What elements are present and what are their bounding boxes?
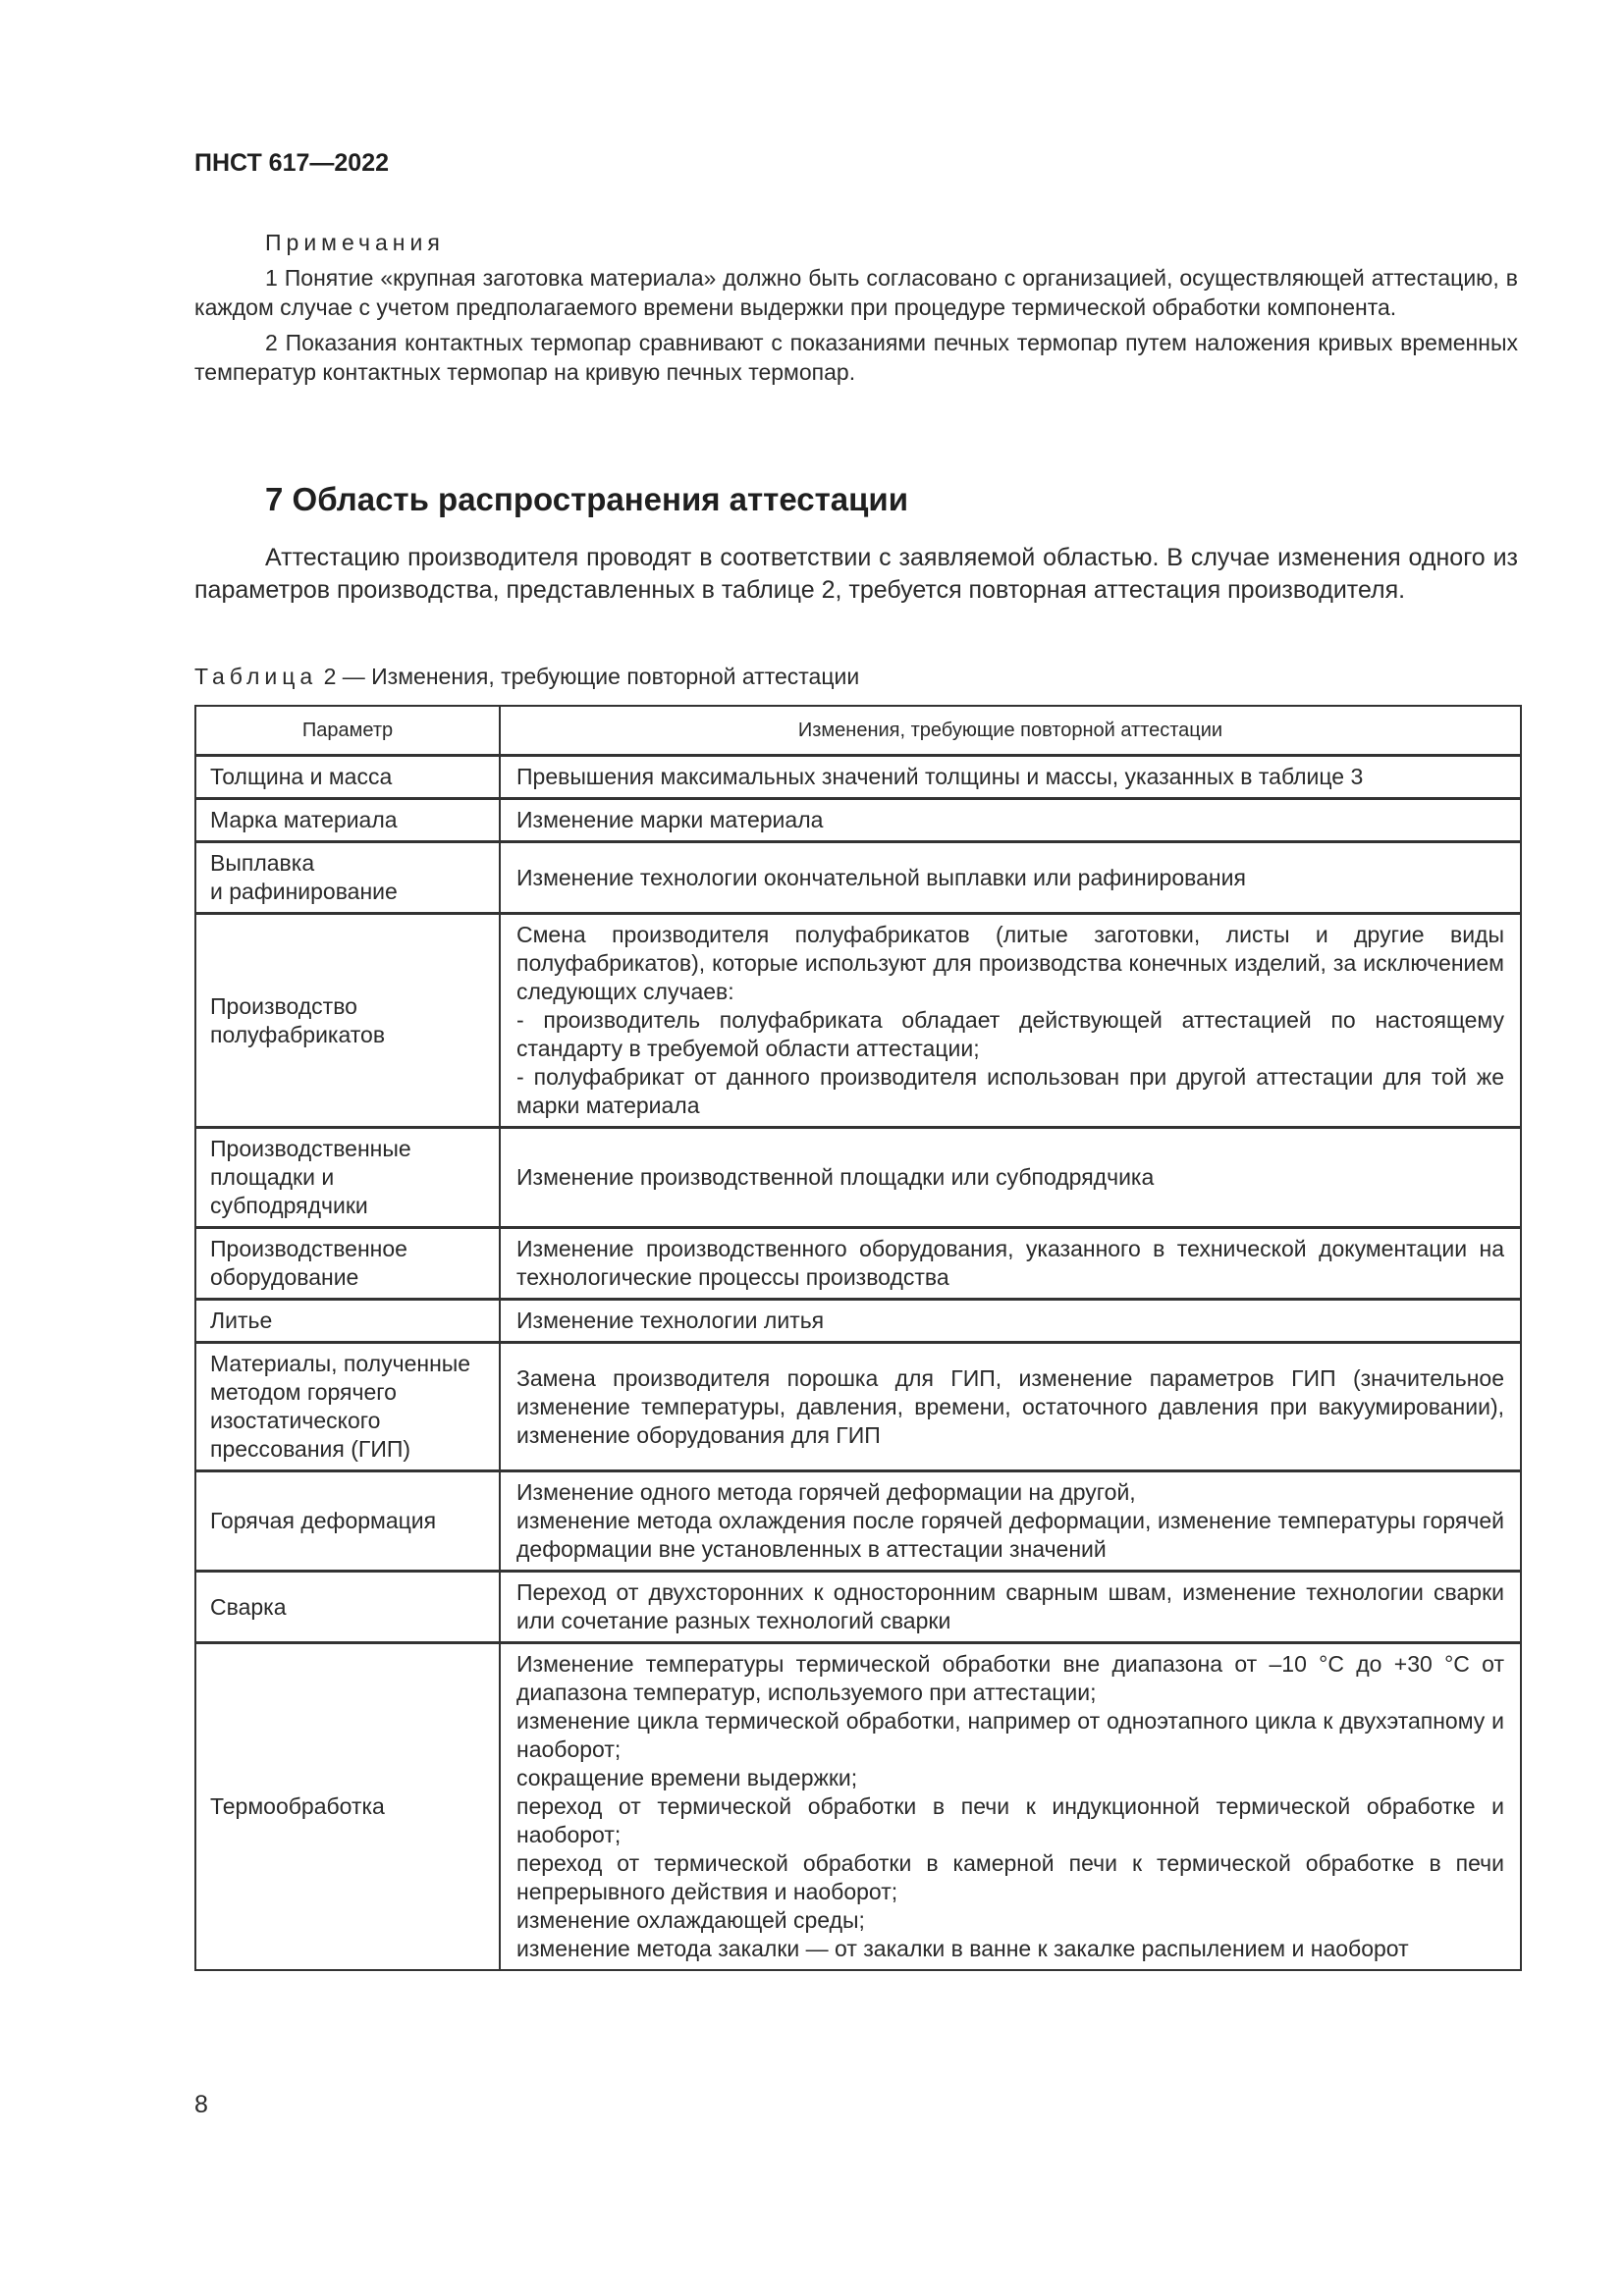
table-row	[195, 1128, 1521, 1228]
parameter-cell	[195, 1300, 500, 1343]
document-code: ПНСТ 617—2022	[194, 149, 389, 177]
table-row	[195, 1343, 1521, 1471]
parameter-cell	[195, 1572, 500, 1643]
parameter-cell	[195, 799, 500, 842]
changes-text: Изменение температуры термической обработки вне диапазона от –10 °С до +30 °С от диапазона температур, используемого при аттестации;	[516, 1651, 1504, 1705]
table-header-row	[195, 706, 1521, 756]
changes-cell	[500, 799, 1521, 842]
changes-cell	[500, 756, 1521, 799]
changes-text: Превышения максимальных значений толщины и массы, указанных в таблице 3	[516, 764, 1364, 789]
table-row	[195, 1643, 1521, 1971]
changes-text: Смена производителя полуфабрикатов (литые заготовки, листы и другие виды полуфабрикатов), которые используют для производства конечных изделий, за исключением следующих случаев:	[516, 922, 1504, 1004]
notes-title: Примечания	[265, 230, 445, 255]
parameter-text: Сварка	[210, 1593, 287, 1620]
parameter-text: Толщина и масса	[210, 764, 393, 789]
parameter-text: Выплавка	[210, 850, 315, 876]
changes-cell	[500, 1572, 1521, 1643]
page-number: 8	[194, 2091, 208, 2118]
changes-text: переход от термической обработки в печи к индукционной термической обработке и наоборот;	[516, 1793, 1504, 1847]
changes-text: - полуфабрикат от данного производителя использован при другой аттестации для той же марки материала	[516, 1064, 1504, 1118]
changes-text: Изменение марки материала	[516, 807, 824, 832]
parameter-cell	[195, 1343, 500, 1471]
table-row	[195, 914, 1521, 1128]
notes-block	[194, 228, 1518, 393]
parameter-cell	[195, 1128, 500, 1228]
parameter-cell	[195, 1643, 500, 1971]
table-row	[195, 1300, 1521, 1343]
changes-text: Замена производителя порошка для ГИП, изменение параметров ГИП (значительное изменение температуры, давления, времени, остаточного давления при вакуумировании), изменение оборудования для ГИП	[516, 1364, 1504, 1448]
parameter-cell	[195, 914, 500, 1128]
section-heading: 7 Область распространения аттестации	[265, 481, 908, 517]
changes-text: Изменение производственной площадки или субподрядчика	[516, 1164, 1155, 1190]
parameter-cell	[195, 842, 500, 914]
changes-cell	[500, 1228, 1521, 1300]
changes-cell	[500, 842, 1521, 914]
parameter-cell	[195, 756, 500, 799]
table-caption-text: 2 — Изменения, требующие повторной аттестации	[323, 664, 860, 689]
parameter-text: Производственное	[210, 1236, 407, 1261]
table-caption-label: Таблица	[194, 664, 318, 689]
changes-text: изменение метода охлаждения после горячей деформации, изменение температуры горячей деформации вне установленных в аттестации значений	[516, 1508, 1504, 1562]
changes-table	[194, 705, 1522, 1971]
table-body	[195, 756, 1521, 1971]
parameter-text: Марка материала	[210, 807, 398, 832]
changes-cell	[500, 1128, 1521, 1228]
parameter-cell	[195, 1471, 500, 1572]
changes-cell	[500, 914, 1521, 1128]
changes-text: изменение цикла термической обработки, например от одноэтапного цикла к двухэтапному и наоборот;	[516, 1708, 1504, 1762]
parameter-text: Производственные	[210, 1136, 411, 1161]
parameter-cell	[195, 1228, 500, 1300]
parameter-text: Литье	[210, 1308, 273, 1333]
parameter-text: полуфабрикатов	[210, 1021, 386, 1047]
changes-text: Переход от двухсторонних к односторонним сварным швам, изменение технологии сварки или сочетание разных технологий сварки	[516, 1579, 1504, 1633]
changes-text: переход от термической обработки в камерной печи к термической обработке в печи непрерывного действия и наоборот;	[516, 1850, 1504, 1904]
changes-text: сокращение времени выдержки;	[516, 1765, 858, 1790]
table-row	[195, 1228, 1521, 1300]
table-row	[195, 799, 1521, 842]
changes-text: Изменение производственного оборудования, указанного в технической документации на технологические процессы производства	[516, 1236, 1504, 1290]
changes-cell	[500, 1300, 1521, 1343]
changes-cell	[500, 1643, 1521, 1971]
parameter-text: Материалы, полученные методом горячего изостатического прессования (ГИП)	[210, 1351, 471, 1462]
changes-text: изменение метода закалки — от закалки в ванне к закалке распылением и наоборот	[516, 1936, 1409, 1961]
note-2: 2 Показания контактных термопар сравнивают с показаниями печных термопар путем наложения кривых временных температур контактных термопар на кривую печных термопар.	[194, 330, 1518, 385]
section-intro: Аттестацию производителя проводят в соответствии с заявляемой областью. В случае изменения одного из параметров производства, представленных в таблице 2, требуется повторная аттестация производителя.	[194, 544, 1518, 604]
header-parameter: Параметр	[195, 706, 500, 756]
changes-text: Изменение технологии литья	[516, 1308, 825, 1333]
parameter-text: оборудование	[210, 1264, 359, 1290]
table-row	[195, 756, 1521, 799]
table-caption	[194, 664, 859, 690]
header-changes: Изменения, требующие повторной аттестации	[500, 706, 1521, 756]
parameter-text: Горячая деформация	[210, 1508, 437, 1533]
table-row	[195, 1572, 1521, 1643]
changes-text: изменение охлаждающей среды;	[516, 1907, 865, 1933]
changes-cell	[500, 1471, 1521, 1572]
parameter-text: площадки и субподрядчики	[210, 1164, 368, 1218]
changes-text: Изменение одного метода горячей деформации на другой,	[516, 1479, 1136, 1505]
parameter-text: Производство	[210, 992, 357, 1019]
changes-text: - производитель полуфабриката обладает действующей аттестацией по настоящему стандарту в требуемой области аттестации;	[516, 1007, 1504, 1061]
note-1: 1 Понятие «крупная заготовка материала» должно быть согласовано с организацией, осуществляющей аттестацию, в каждом случае с учетом предполагаемого времени выдержки при процедуре термической обработки компонента.	[194, 265, 1518, 320]
changes-cell	[500, 1343, 1521, 1471]
changes-text: Изменение технологии окончательной выплавки или рафинирования	[516, 864, 1246, 890]
parameter-text: и рафинирование	[210, 879, 398, 904]
table-row	[195, 842, 1521, 914]
parameter-text: Термообработка	[210, 1793, 385, 1819]
table-row	[195, 1471, 1521, 1572]
